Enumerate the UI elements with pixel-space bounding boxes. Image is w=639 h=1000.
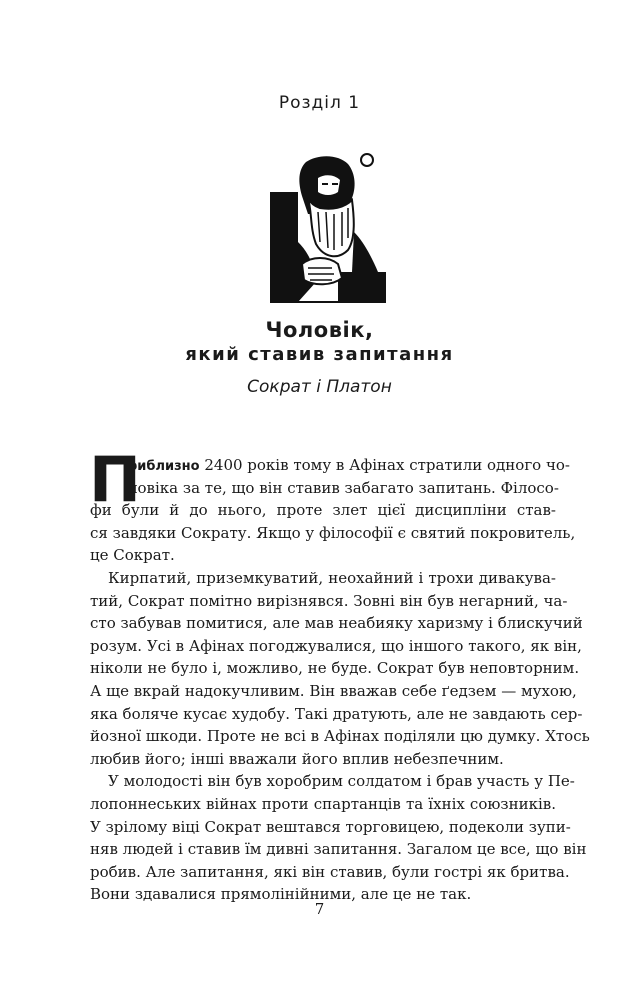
socrates-portrait-icon — [268, 152, 386, 304]
drop-cap: П — [89, 443, 141, 516]
text-line: няв людей і ставив їм дивні запитання. Загалом це все, що він — [90, 840, 587, 859]
text-line: фи були й до нього, проте злет цієї дисципліни став- — [90, 501, 556, 520]
text-line: У молодості він був хоробрим солдатом і брав участь у Пе- — [108, 772, 575, 791]
chapter-title-line1: Чоловік, — [265, 318, 374, 342]
text-line: ся завдяки Сократу. Якщо у філософії є святий покровитель, — [90, 523, 576, 542]
text-line: Кирпатий, приземкуватий, неохайний і трохи дивакува- — [108, 568, 556, 587]
text-line: лопоннеських війнах проти спартанців та їхніх союзників. — [90, 794, 556, 813]
text-line: яка боляче кусає худобу. Такі дратують, але не завдають сер- — [90, 704, 583, 723]
text-line: У зрілому віці Сократ вештався торговицею, подеколи зупи- — [90, 817, 571, 836]
text-line: сто забував помитися, але мав неабияку харизму і блискучий — [90, 614, 583, 633]
chapter-title-line2: який ставив запитання — [185, 344, 454, 365]
text-line: тий, Сократ помітно вирізнявся. Зовні він був негарний, ча- — [90, 591, 568, 610]
text-line: Вони здавалися прямолінійними, але це не так. — [90, 885, 472, 904]
text-line: риблизно 2400 років тому в Афінах стратили одного чо- — [128, 456, 570, 474]
text-line: йозної шкоди. Проте не всі в Афінах поділяли цю думку. Хтось — [90, 727, 590, 746]
chapter-label: Розділ 1 — [278, 93, 361, 113]
text-line: любив його; інші вважали його вплив небезпечним. — [90, 749, 504, 768]
text-line: робив. Але запитання, які він ставив, були гострі як бритва. — [90, 862, 570, 881]
body-text — [89, 443, 590, 906]
first-word: риблизно — [128, 459, 200, 474]
text-line: А ще вкрай надокучливим. Він вважав себе ґедзем — мухою, — [90, 681, 577, 700]
moon-icon — [361, 154, 373, 166]
text-line: це Сократ. — [90, 546, 175, 565]
text-line: розум. Усі в Афінах погоджувалися, що іншого такого, як він, — [90, 636, 582, 655]
text-line: ніколи не було і, можливо, не буде. Сократ був неповторним. — [90, 659, 580, 678]
page-number: 7 — [314, 900, 325, 918]
text-line: ловіка за те, що він ставив забагато запитань. Філосо- — [128, 478, 559, 497]
chapter-subtitle: Сократ і Платон — [247, 377, 392, 397]
